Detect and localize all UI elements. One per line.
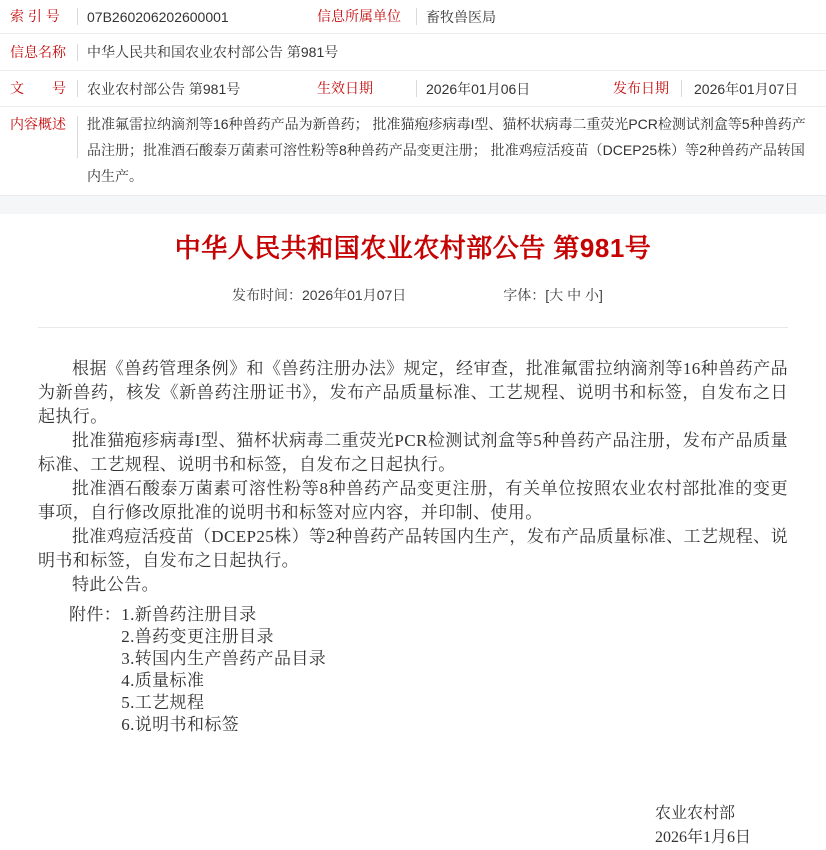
content-summary-value: 批准氟雷拉纳滴剂等16种兽药产品为新兽药； 批准猫疱疹病毒I型、猫杯状病毒二重荧光PCR检测试剂盒等5种兽药产品注册；批准酒石酸泰万菌素可溶性粉等8种兽药产品变更注册； 批准鸡痘活疫苗（DCEP25株）等2种兽药产品转国内生产。 [87,116,806,184]
attachments-label: 附件： [69,605,122,624]
info-name-label: 信息名称 [10,44,78,61]
table-row [0,34,826,71]
paragraph: 批准猫疱疹病毒I型、猫杯状病毒二重荧光PCR检测试剂盒等5种兽药产品注册，发布产品质量标准、工艺规程、说明书和标签，自发布之日起执行。 [38,431,788,474]
paragraph: 特此公告。 [72,575,159,594]
table-row [0,107,826,196]
section-divider-band [0,196,826,214]
font-size-controls[interactable] [503,285,603,305]
attachment-item: 2.兽药变更注册目录 [121,627,274,646]
publish-date-label: 发布日期 [613,80,682,97]
paragraph: 批准鸡痘活疫苗（DCEP25株）等2种兽药产品转国内生产，发布产品质量标准、工艺规程、说明书和标签，自发布之日起执行。 [38,527,788,570]
owner-unit-value: 畜牧兽医局 [426,8,496,25]
attachment-item: 6.说明书和标签 [121,715,240,734]
attachment-item: 3.转国内生产兽药产品目录 [121,649,327,668]
effective-date-label: 生效日期 [317,80,417,97]
article-meta-line [38,285,788,305]
publish-date-value: 2026年01月07日 [694,80,799,97]
attachment-item: 5.工艺规程 [121,693,205,712]
info-name-value: 中华人民共和国农业农村部公告 第981号 [87,44,339,60]
paragraph: 根据《兽药管理条例》和《兽药注册办法》规定，经审查，批准氟雷拉纳滴剂等16种兽药产品为新兽药，核发《新兽药注册证书》，发布产品质量标准、工艺规程、说明书和标签，自发布之日起执行。 [38,359,788,426]
index-number-value: 07B260206202600001 [87,8,229,25]
effective-date-value: 2026年01月06日 [426,80,531,97]
attachments-block [38,604,788,736]
font-size-label: 字体： [503,287,546,303]
index-number-label: 索 引 号 [10,8,78,25]
paragraph: 批准酒石酸泰万菌素可溶性粉等8种兽药产品变更注册，有关单位按照农业农村部批准的变更事项，自行修改原批准的说明书和标签对应内容，并印制、使用。 [38,479,788,522]
table-row [0,71,826,107]
doc-number-value: 农业农村部公告 第981号 [87,80,241,97]
attachments-list [121,604,326,736]
font-size-options[interactable]: [大 中 小] [545,287,603,303]
doc-number-label: 文 号 [10,80,78,97]
article-body [38,357,788,597]
page-title: 中华人民共和国农业农村部公告 第981号 [174,233,652,263]
document-area [0,231,826,850]
owner-unit-label: 信息所属单位 [317,8,417,25]
table-row [0,0,826,34]
signature-date: 2026年1月6日 [655,829,752,846]
attachment-item: 1.新兽药注册目录 [121,605,257,624]
signature-block [655,802,788,850]
content-summary-label: 内容概述 [10,116,78,158]
horizontal-rule [38,327,788,328]
metadata-table [0,0,826,196]
signature-org: 农业农村部 [655,805,736,822]
publish-time: 发布时间：2026年01月07日 [232,287,407,303]
attachment-item: 4.质量标准 [121,671,205,690]
